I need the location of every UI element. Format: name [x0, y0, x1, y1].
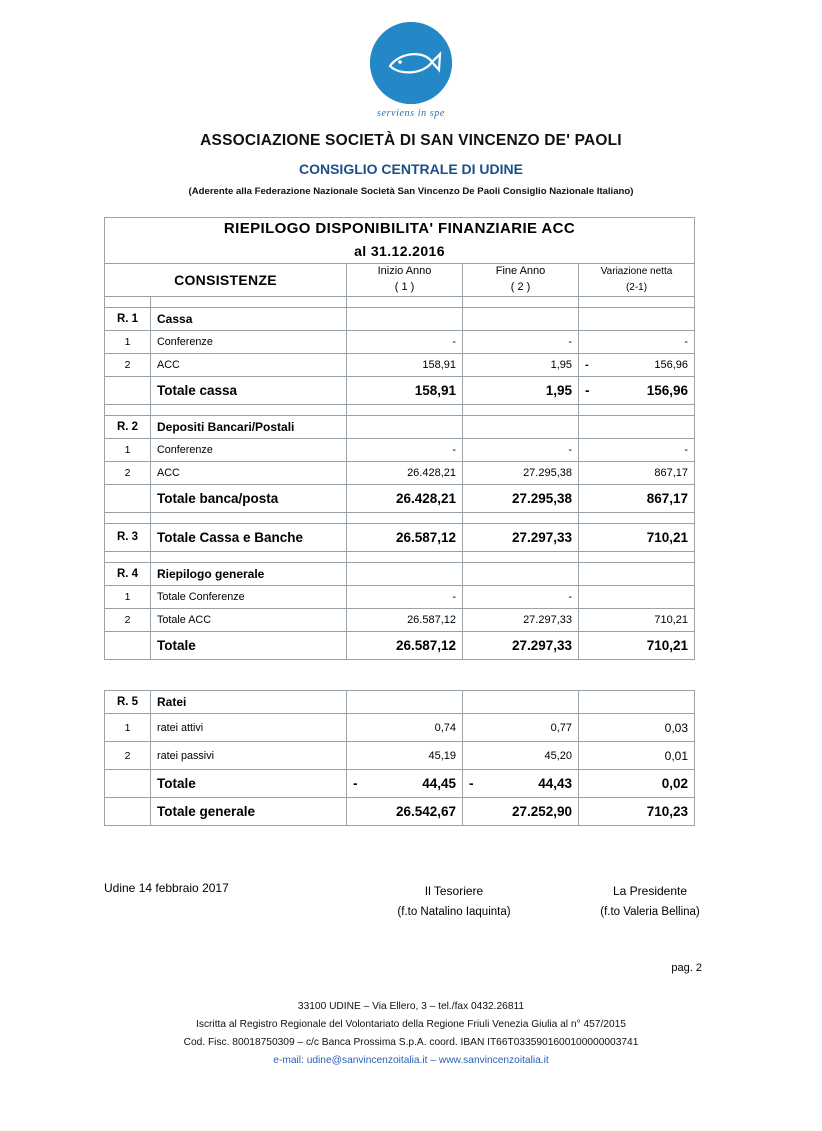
- row-index: 2: [105, 742, 151, 770]
- president-role: La Presidente: [612, 884, 688, 898]
- row-index: 1: [105, 585, 151, 608]
- total-variazione: 710,21: [579, 523, 695, 551]
- council-title: CONSIGLIO CENTRALE DI UDINE: [298, 161, 523, 177]
- section-title: Depositi Bancari/Postali: [151, 415, 347, 438]
- total-label: Totale banca/posta: [151, 484, 347, 512]
- grand-total-inizio: 26.542,67: [347, 798, 463, 826]
- value-variazione: 710,21: [579, 608, 695, 631]
- section-code: R. 1: [105, 307, 151, 330]
- spacer-cell: [579, 296, 695, 307]
- column-header-variazione: [579, 264, 695, 297]
- total-inizio: 26.428,21: [347, 484, 463, 512]
- spacer-cell: [463, 512, 579, 523]
- footer-fiscal: Cod. Fisc. 80018750309 – c/c Banca Prossima S.p.A. coord. IBAN IT66T0335901600100000003741: [183, 1036, 639, 1048]
- section-title: Riepilogo generale: [151, 562, 347, 585]
- spacer-cell: [151, 512, 347, 523]
- value-variazione: [579, 585, 695, 608]
- value-variazione: [579, 353, 695, 376]
- negative-sign: -: [585, 382, 590, 398]
- spacer-cell: [463, 296, 579, 307]
- spacer-cell: [579, 551, 695, 562]
- row-index: [105, 631, 151, 659]
- row-label: ratei attivi: [151, 714, 347, 742]
- grand-total-label: Totale generale: [151, 798, 347, 826]
- spacer-cell: [347, 512, 463, 523]
- row-label: Totale ACC: [151, 608, 347, 631]
- treasurer-role: Il Tesoriere: [424, 884, 484, 898]
- document-footer: [0, 998, 822, 1069]
- row-label: ACC: [151, 353, 347, 376]
- treasurer-signature-block: [364, 881, 544, 922]
- total-inizio: 26.587,12: [347, 631, 463, 659]
- section-title: Cassa: [151, 307, 347, 330]
- value-fine: 45,20: [463, 742, 579, 770]
- table-row-total: [105, 484, 695, 512]
- table-row: [105, 562, 695, 585]
- document-heading: [0, 132, 822, 197]
- table-row: [105, 438, 695, 461]
- table-row: [105, 585, 695, 608]
- row-index: 2: [105, 608, 151, 631]
- table-row: [105, 353, 695, 376]
- section-code: R. 3: [105, 523, 151, 551]
- footer-contacts: [0, 1052, 822, 1070]
- col3-line1: Variazione netta: [600, 266, 673, 277]
- value-fine: 1,95: [463, 353, 579, 376]
- footer-separator: –: [430, 1054, 436, 1066]
- value-variazione: 867,17: [579, 461, 695, 484]
- value-inizio: 0,74: [347, 714, 463, 742]
- spacer-cell: [151, 296, 347, 307]
- table-row-total: [105, 376, 695, 404]
- president-name: (f.to Valeria Bellina): [600, 906, 700, 918]
- value-fine: 0,77: [463, 714, 579, 742]
- grand-total-variazione: 710,23: [579, 798, 695, 826]
- value-text: 44,43: [538, 776, 572, 791]
- row-index: [105, 376, 151, 404]
- row-index: 1: [105, 330, 151, 353]
- value-cell: [463, 415, 579, 438]
- value-cell: [347, 691, 463, 714]
- value-cell: [579, 307, 695, 330]
- row-label: Totale Conferenze: [151, 585, 347, 608]
- column-header-consistenze: CONSISTENZE: [105, 264, 347, 297]
- column-header-inizio-anno: [347, 264, 463, 297]
- total-inizio: [347, 770, 463, 798]
- president-signature-block: [560, 881, 740, 922]
- value-cell: [579, 691, 695, 714]
- row-label: ACC: [151, 461, 347, 484]
- spacer-cell: [347, 296, 463, 307]
- grand-total-fine: 27.252,90: [463, 798, 579, 826]
- organization-title: ASSOCIAZIONE SOCIETÀ DI SAN VINCENZO DE' PAOLI: [200, 132, 622, 149]
- table-row: [105, 691, 695, 714]
- total-inizio: 26.587,12: [347, 523, 463, 551]
- logo-block: [0, 22, 822, 119]
- total-inizio: 158,91: [347, 376, 463, 404]
- footer-registration: Iscritta al Registro Regionale del Volontariato della Regione Friuli Venezia Giulia al n° 457/2015: [196, 1018, 626, 1030]
- total-fine: 27.295,38: [463, 484, 579, 512]
- section-code: R. 4: [105, 562, 151, 585]
- total-label: Totale: [151, 770, 347, 798]
- report-title-line1: RIEPILOGO DISPONIBILITA' FINANZIARIE ACC: [223, 220, 576, 237]
- row-label: ratei passivi: [151, 742, 347, 770]
- spacer-row: [105, 512, 695, 523]
- value-text: 156,96: [654, 358, 689, 371]
- table-row: [105, 461, 695, 484]
- spacer-cell: [151, 551, 347, 562]
- table-row: [105, 415, 695, 438]
- spacer-cell: [105, 551, 151, 562]
- value-inizio: -: [347, 585, 463, 608]
- value-inizio: 26.587,12: [347, 608, 463, 631]
- total-fine: 27.297,33: [463, 523, 579, 551]
- row-index: [105, 798, 151, 826]
- spacer-cell: [579, 404, 695, 415]
- table-row: [105, 608, 695, 631]
- footer-address: 33100 UDINE – Via Ellero, 3 – tel./fax 0432.26811: [297, 1001, 525, 1012]
- total-fine: [463, 770, 579, 798]
- table-row-total: [105, 770, 695, 798]
- report-title-cell: [105, 218, 695, 264]
- value-cell: [463, 691, 579, 714]
- total-label: Totale: [151, 631, 347, 659]
- value-variazione: -: [579, 330, 695, 353]
- value-cell: [579, 415, 695, 438]
- value-cell: [463, 307, 579, 330]
- spacer-cell: [105, 296, 151, 307]
- col2-line1: Fine Anno: [495, 265, 546, 277]
- row-index: [105, 770, 151, 798]
- column-header-fine-anno: [463, 264, 579, 297]
- place-and-date: Udine 14 febbraio 2017: [104, 881, 229, 895]
- table-row: [105, 307, 695, 330]
- total-label: Totale Cassa e Banche: [151, 523, 347, 551]
- row-index: 2: [105, 353, 151, 376]
- total-fine: 1,95: [463, 376, 579, 404]
- table-row: [105, 714, 695, 742]
- negative-sign: -: [585, 358, 589, 371]
- affiliation-note: (Aderente alla Federazione Nazionale Società San Vincenzo De Paoli Consiglio Nazionale Italiano): [188, 186, 634, 197]
- value-inizio: 26.428,21: [347, 461, 463, 484]
- table-row-total: [105, 631, 695, 659]
- table-row-grand-total: [105, 798, 695, 826]
- spacer-row: [105, 404, 695, 415]
- spacer-cell: [347, 404, 463, 415]
- table-row: [105, 330, 695, 353]
- total-variazione: [579, 376, 695, 404]
- spacer-cell: [463, 551, 579, 562]
- spacer-cell: [151, 404, 347, 415]
- value-cell: [347, 415, 463, 438]
- spacer-cell: [463, 404, 579, 415]
- fish-icon: [370, 22, 452, 104]
- website-link[interactable]: www.sanvincenzoitalia.it: [438, 1054, 549, 1066]
- value-cell: [463, 562, 579, 585]
- value-variazione: 0,03: [579, 714, 695, 742]
- spacer-cell: [105, 512, 151, 523]
- total-variazione: 710,21: [579, 631, 695, 659]
- row-index: [105, 484, 151, 512]
- section-code: R. 2: [105, 415, 151, 438]
- value-inizio: -: [347, 330, 463, 353]
- row-label: Conferenze: [151, 330, 347, 353]
- value-cell: [347, 562, 463, 585]
- value-variazione: -: [579, 438, 695, 461]
- table-header-row: [105, 264, 695, 297]
- value-inizio: 158,91: [347, 353, 463, 376]
- logo-motto: serviens in spe: [377, 108, 445, 119]
- value-fine: -: [463, 438, 579, 461]
- table-title-row: [105, 218, 695, 264]
- table-row: [105, 742, 695, 770]
- row-label: Conferenze: [151, 438, 347, 461]
- negative-sign: -: [353, 776, 358, 791]
- spacer-cell: [105, 404, 151, 415]
- spacer-cell: [347, 551, 463, 562]
- col2-line2: ( 2 ): [510, 280, 531, 293]
- col1-line1: Inizio Anno: [377, 265, 432, 277]
- value-cell: [579, 562, 695, 585]
- treasurer-name: (f.to Natalino Iaquinta): [397, 906, 511, 918]
- col1-line2: ( 1 ): [394, 280, 415, 293]
- spacer-row: [105, 551, 695, 562]
- value-inizio: 45,19: [347, 742, 463, 770]
- value-text: 156,96: [646, 382, 689, 398]
- value-fine: 27.295,38: [463, 461, 579, 484]
- value-fine: -: [463, 585, 579, 608]
- value-cell: [347, 307, 463, 330]
- value-fine: 27.297,33: [463, 608, 579, 631]
- report-title-line2: al 31.12.2016: [354, 242, 445, 259]
- spacer-cell: [579, 512, 695, 523]
- value-inizio: -: [347, 438, 463, 461]
- total-variazione: 867,17: [579, 484, 695, 512]
- row-index: 2: [105, 461, 151, 484]
- row-index: 1: [105, 714, 151, 742]
- total-variazione: 0,02: [579, 770, 695, 798]
- total-fine: 27.297,33: [463, 631, 579, 659]
- ratei-table: [104, 690, 695, 826]
- negative-sign: -: [469, 776, 474, 791]
- col3-line2: (2-1): [625, 281, 648, 293]
- page-number: pag. 2: [671, 962, 702, 974]
- financial-summary-table: [104, 217, 695, 660]
- value-fine: -: [463, 330, 579, 353]
- row-index: 1: [105, 438, 151, 461]
- spacer-row: [105, 296, 695, 307]
- section-title: Ratei: [151, 691, 347, 714]
- email-label: e-mail:: [273, 1054, 304, 1066]
- email-link[interactable]: udine@sanvincenzoitalia.it: [306, 1054, 428, 1066]
- table-row-total: [105, 523, 695, 551]
- value-text: 44,45: [422, 776, 456, 791]
- value-variazione: 0,01: [579, 742, 695, 770]
- total-label: Totale cassa: [151, 376, 347, 404]
- section-code: R. 5: [105, 691, 151, 714]
